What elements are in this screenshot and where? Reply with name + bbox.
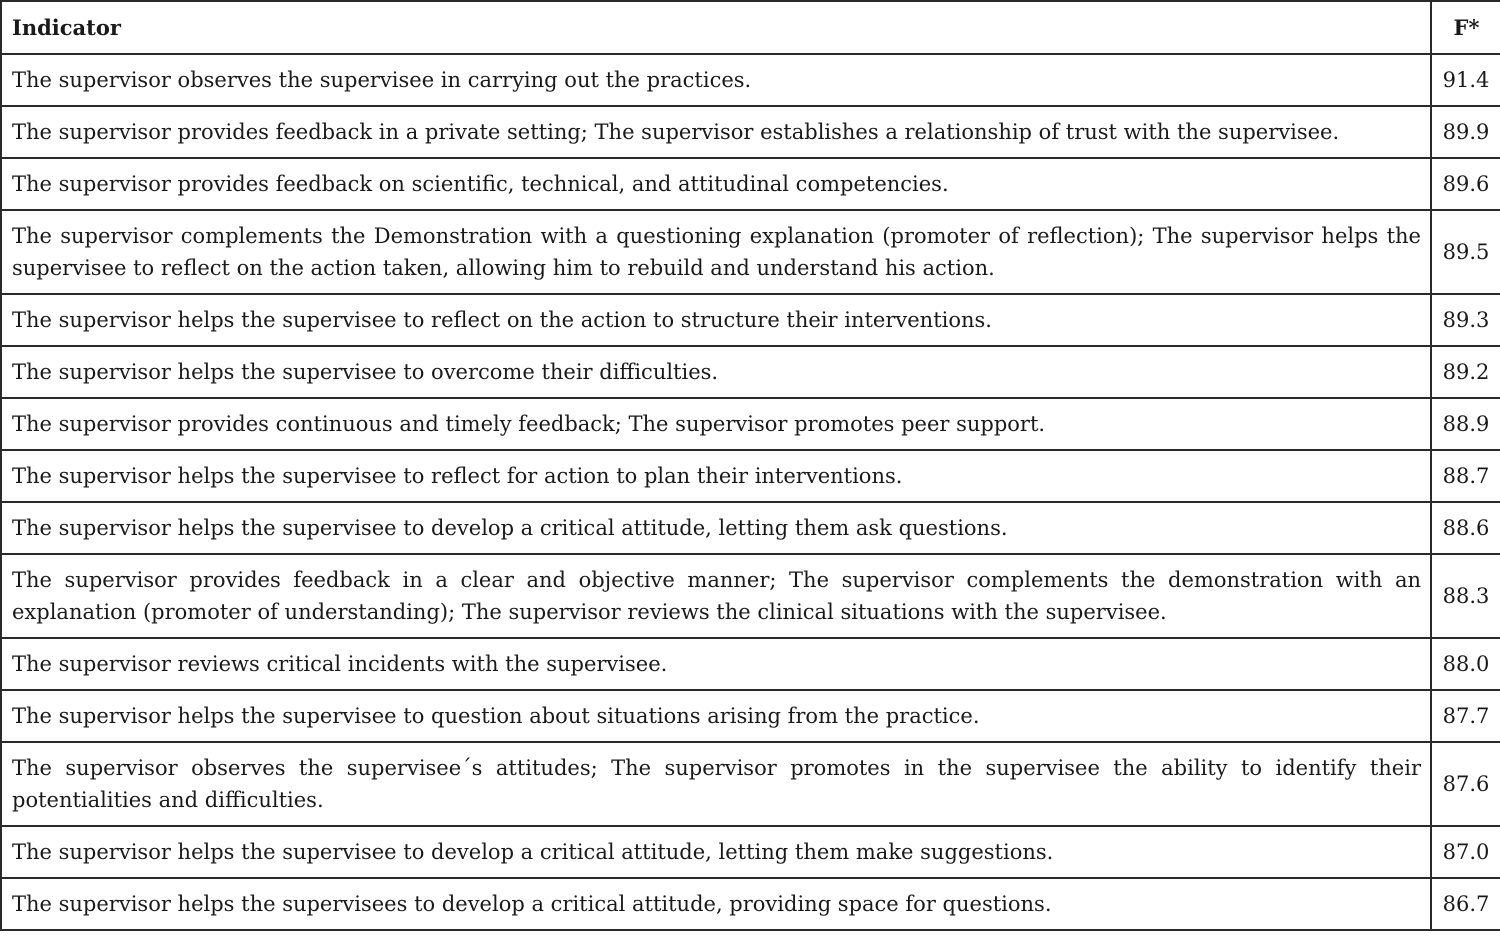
f-value-cell: 88.9 bbox=[1431, 398, 1500, 450]
f-value-cell: 89.9 bbox=[1431, 106, 1500, 158]
header-indicator: Indicator bbox=[1, 1, 1431, 54]
f-value-cell: 86.7 bbox=[1431, 878, 1500, 930]
f-value-cell: 88.3 bbox=[1431, 554, 1500, 638]
indicator-cell: The supervisor observes the supervisee´s attitudes; The supervisor promotes in the supervisee the ability to identify their potentialities and difficulties. bbox=[1, 742, 1431, 826]
f-value-cell: 89.6 bbox=[1431, 158, 1500, 210]
indicator-cell: The supervisor provides feedback in a private setting; The supervisor establishes a relationship of trust with the supervisee. bbox=[1, 106, 1431, 158]
indicator-cell: The supervisor helps the supervisee to overcome their difficulties. bbox=[1, 346, 1431, 398]
indicator-cell: The supervisor helps the supervisee to develop a critical attitude, letting them make suggestions. bbox=[1, 826, 1431, 878]
indicator-cell: The supervisor helps the supervisees to develop a critical attitude, providing space for questions. bbox=[1, 878, 1431, 930]
table-row bbox=[1, 554, 1500, 638]
indicator-cell: The supervisor helps the supervisee to develop a critical attitude, letting them ask questions. bbox=[1, 502, 1431, 554]
f-value-cell: 87.0 bbox=[1431, 826, 1500, 878]
indicator-cell: The supervisor helps the supervisee to reflect on the action to structure their interventions. bbox=[1, 294, 1431, 346]
indicator-cell: The supervisor observes the supervisee in carrying out the practices. bbox=[1, 54, 1431, 106]
f-value-cell: 89.3 bbox=[1431, 294, 1500, 346]
indicator-cell: The supervisor helps the supervisee to question about situations arising from the practice. bbox=[1, 690, 1431, 742]
indicator-cell: The supervisor provides feedback on scientific, technical, and attitudinal competencies. bbox=[1, 158, 1431, 210]
table-row bbox=[1, 638, 1500, 690]
table-row bbox=[1, 450, 1500, 502]
table-row bbox=[1, 742, 1500, 826]
f-value-cell: 87.7 bbox=[1431, 690, 1500, 742]
table-row bbox=[1, 826, 1500, 878]
f-value-cell: 91.4 bbox=[1431, 54, 1500, 106]
indicator-cell: The supervisor provides feedback in a clear and objective manner; The supervisor complements the demonstration with an explanation (promoter of understanding); The supervisor reviews the clinical situations with the supervisee. bbox=[1, 554, 1431, 638]
indicator-cell: The supervisor complements the Demonstration with a questioning explanation (promoter of reflection); The supervisor helps the supervisee to reflect on the action taken, allowing him to rebuild and understand his action. bbox=[1, 210, 1431, 294]
indicator-cell: The supervisor reviews critical incidents with the supervisee. bbox=[1, 638, 1431, 690]
table-row bbox=[1, 158, 1500, 210]
table-row bbox=[1, 398, 1500, 450]
f-value-cell: 88.0 bbox=[1431, 638, 1500, 690]
f-value-cell: 88.7 bbox=[1431, 450, 1500, 502]
table-row bbox=[1, 878, 1500, 930]
table-row bbox=[1, 346, 1500, 398]
table-row bbox=[1, 294, 1500, 346]
indicator-cell: The supervisor helps the supervisee to reflect for action to plan their interventions. bbox=[1, 450, 1431, 502]
f-value-cell: 87.6 bbox=[1431, 742, 1500, 826]
table-row bbox=[1, 690, 1500, 742]
f-value-cell: 89.2 bbox=[1431, 346, 1500, 398]
f-value-cell: 89.5 bbox=[1431, 210, 1500, 294]
indicator-cell: The supervisor provides continuous and timely feedback; The supervisor promotes peer support. bbox=[1, 398, 1431, 450]
table-row bbox=[1, 210, 1500, 294]
header-row bbox=[1, 1, 1500, 54]
f-value-cell: 88.6 bbox=[1431, 502, 1500, 554]
table-row bbox=[1, 54, 1500, 106]
table-row bbox=[1, 106, 1500, 158]
table-row bbox=[1, 502, 1500, 554]
header-f: F* bbox=[1431, 1, 1500, 54]
